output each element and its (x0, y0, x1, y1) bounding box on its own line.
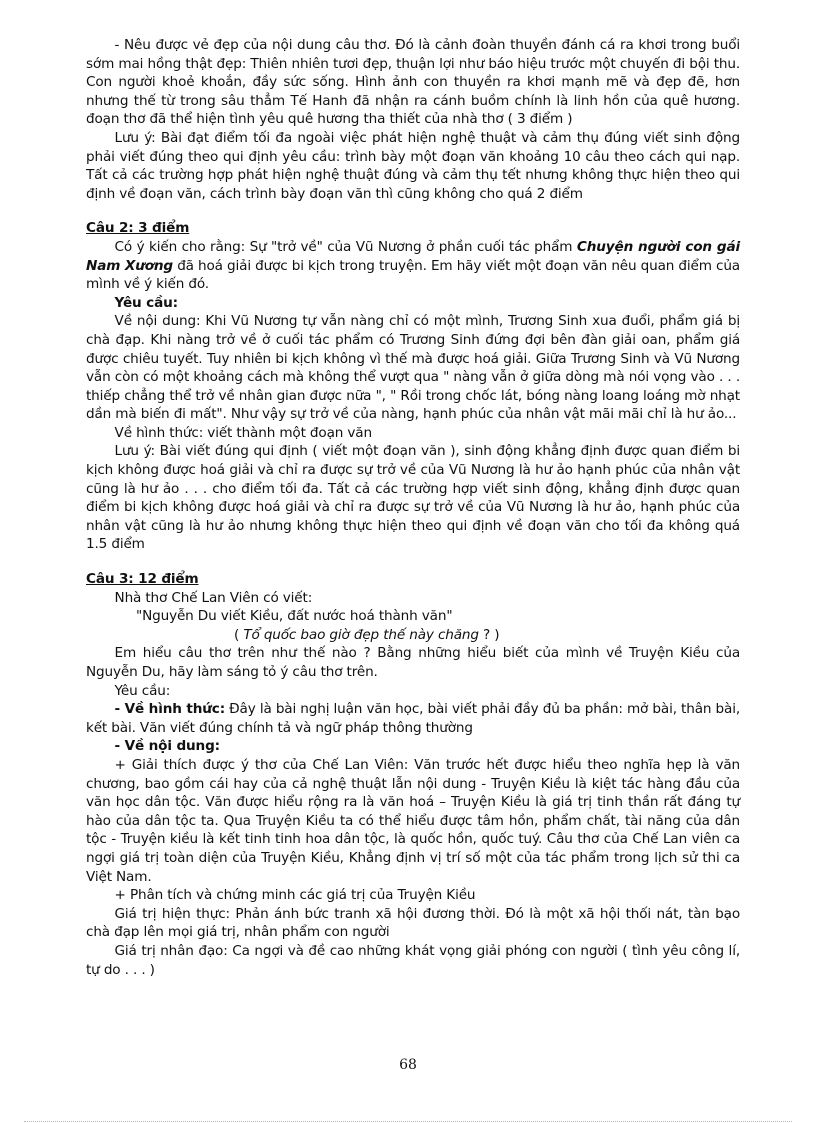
document-page (86, 36, 740, 979)
q3-quote-close: ? ) (478, 626, 500, 643)
q2-prompt (86, 238, 740, 294)
q2-form: Về hình thức: viết thành một đoạn văn (114, 424, 372, 441)
page-number: 68 (399, 1057, 417, 1073)
q2-prompt-after: đã hoá giải được bi kịch trong truyện. Em hãy viết một đoạn văn nêu quan điểm của mình về ý kiến đó. (86, 257, 740, 293)
intro-note: Lưu ý: Bài đạt điểm tối đa ngoài việc phát hiện nghệ thuật và cảm thụ đúng viết sinh động phải viết đúng theo qui định yêu cầu: trình bày một đoạn văn khoảng 10 câu theo cách qui nạp. Tất cả các trường hợp phát hiện nghệ thuật đúng và cảm thụ tết nhưng không thực hiện theo qui định về đoạn văn, cách trình bày đoạn văn thì cũng không cho quá 2 điểm (86, 129, 740, 202)
q3-intro: Nhà thơ Chế Lan Viên có viết: (114, 589, 313, 606)
q3-humanism: Giá trị nhân đạo: Ca ngợi và đề cao những khát vọng giải phóng con người ( tình yêu công lí, tự do . . . ) (86, 942, 740, 978)
q3-quote-source-title: Tổ quốc bao giờ đẹp thế này chăng (243, 626, 479, 643)
q3-requirement: Yêu cầu: (114, 682, 171, 699)
q3-quote-open: ( (234, 626, 244, 643)
q3-form (86, 700, 740, 737)
q3-content-label: - Về nội dung: (114, 738, 220, 755)
q2-note: Lưu ý: Bài viết đúng qui định ( viết một đoạn văn ), sinh động khẳng định được quan điểm bi kịch không được hoá giải và chỉ ra được sự trở về của Vũ Nương là hư ảo hạnh phúc của nhân vật cũng là hư ảo . . . cho điểm tối đa. Tất cả các trường hợp viết sinh động, khẳng định được quan điểm bi kịch không được hoá giải và chỉ ra được sự trở về của Vũ Nương là hư ảo, hạnh phúc của nhân vật cũng là hư ảo nhưng không thực hiện theo qui định về đoạn văn cho tối đa không quá 1.5 điểm (86, 443, 740, 553)
intro-paragraph: - Nêu được vẻ đẹp của nội dung câu thơ. Đó là cảnh đoàn thuyền đánh cá ra khơi trong buổi sớm mai hồng thật đẹp: Thiên nhiên tươi đẹp, thuận lợi như báo hiệu trước một chuyến đi bội thu. Con người khoẻ khoắn, đầy sức sống. Hình ảnh con thuyền ra khơi mạnh mẽ và đẹp đẽ, hơn nhưng thế từ trong sâu thẳm Tế Hanh đã nhận ra cánh buồm chính là linh hồn của quê hương. đoạn thơ đã thể hiện tình yêu quê hương tha thiết của nhà thơ ( 3 điểm ) (86, 37, 740, 128)
q3-form-label: - Về hình thức: (114, 701, 225, 718)
q3-quote-line: "Nguyễn Du viết Kiều, đất nước hoá thành văn" (136, 608, 453, 625)
q3-heading: Câu 3: 12 điểm (86, 571, 199, 588)
q2-prompt-before: Có ý kiến cho rằng: Sự "trở về" của Vũ Nương ở phần cuối tác phẩm (114, 238, 577, 255)
q2-heading: Câu 2: 3 điểm (86, 220, 190, 237)
q2-work-title: Chuyện người con gái Nam Xương (86, 238, 740, 274)
q3-explain: + Giải thích được ý thơ của Chế Lan Viên: Văn trước hết được hiểu theo nghĩa hẹp là văn chương, bao gồm cái hay của cả nghệ thuật lẫn nội dung - Truyện Kiều là kiệt tác hàng đầu của văn học dân tộc. Văn được hiểu rộng ra là văn hoá – Truyện Kiều là giá trị tinh thần rất đáng tự hào của dân tộc ta. Qua Truyện Kiều ta có thể hiểu được tâm hồn, phẩm chất, tài năng của dân tộc - Truyện kiều là kết tinh tinh hoa dân tộc, là quốc hồn, quốc tuý. Câu thơ của Chế Lan viên ca ngợi giá trị toàn diện của Truyện Kiều, Khẳng định vị trí số một của tác phẩm trong lịch sử thi ca Việt Nam. (86, 756, 740, 885)
q3-analysis: + Phân tích và chứng minh các giá trị của Truyện Kiều (114, 887, 476, 904)
q3-quote-source (86, 626, 740, 645)
q2-content: Về nội dung: Khi Vũ Nương tự vẫn nàng chỉ có một mình, Trương Sinh xua đuổi, phẩm giá bị chà đạp. Khi nàng trở về ở cuối tác phẩm có Trương Sinh đứng đợi bên đàn giải oan, phẩm giá được chiêu tuyết. Tuy nhiên bi kịch không vì thế mà được hoá giải. Giữa Trương Sinh và Vũ Nương vẫn còn có một khoảng cách mà không thể vượt qua " nàng vẫn ở giữa dòng mà nói vọng vào . . . thiếp chẳng thể trở về nhân gian được nữa ", " Rồi trong chốc lát, bóng nàng loang loáng mờ nhạt dần mà biến đi mất". Như vậy sự trở về của nàng, hạnh phúc của nhân vật mãi mãi chỉ là hư ảo... (86, 313, 740, 423)
q3-task: Em hiểu câu thơ trên như thế nào ? Bằng những hiểu biết của mình về Truyện Kiều của Nguyễn Du, hãy làm sáng tỏ ý câu thơ trên. (86, 645, 740, 680)
q3-realism: Giá trị hiện thực: Phản ánh bức tranh xã hội đương thời. Đó là một xã hội thối nát, tàn bạo chà đạp lên mọi giá trị, nhân phẩm con người (86, 905, 740, 941)
q3-form-text: Đây là bài nghị luận văn học, bài viết phải đầy đủ ba phần: mở bài, thân bài, kết bài. Văn viết đúng chính tả và ngữ pháp thông thường (86, 701, 740, 736)
bottom-divider (24, 1121, 792, 1122)
q2-requirement-label: Yêu cầu: (114, 294, 178, 311)
